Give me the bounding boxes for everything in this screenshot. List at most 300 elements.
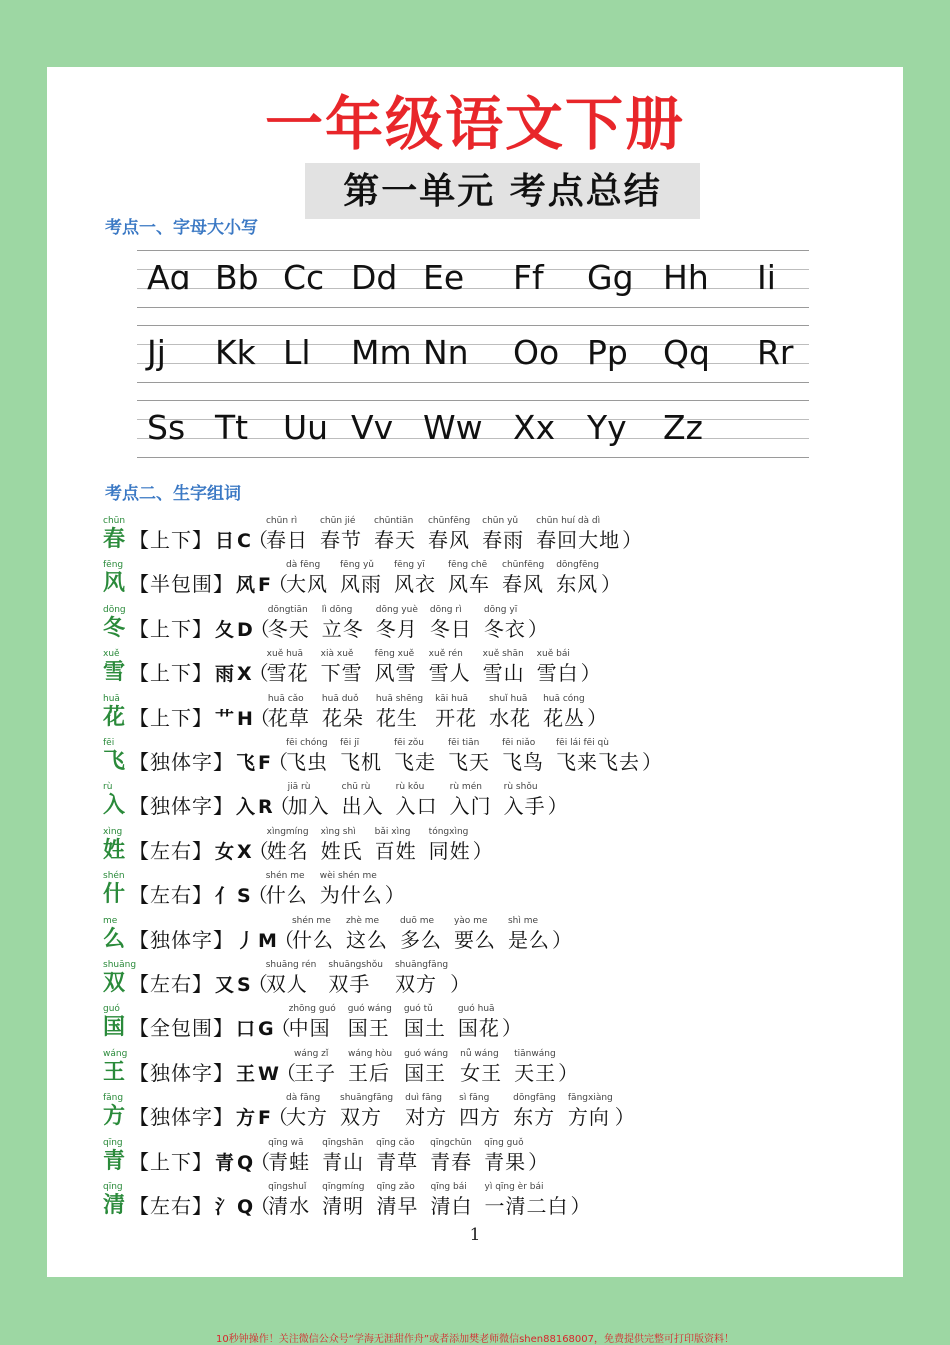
letter-pair: Mm [351,333,412,372]
word-hanzi: 风雪 [374,661,417,686]
structure-label: 【独体字】 [129,1105,234,1130]
vocab-character: 方 [103,1104,126,1130]
vocab-word [376,605,418,642]
word-hanzi: 什么 [291,927,334,952]
vocab-word [294,1049,336,1086]
word-pinyin: guó wáng [404,1048,449,1059]
word-hanzi: 飞虫 [286,750,328,774]
paren-close: ） [472,838,494,863]
word-pinyin: shuāngshǒu [328,960,383,970]
structure-label: 【上下】 [129,661,213,686]
char-pinyin: shuāng [103,960,137,970]
section-heading-alphabet: 考点一、字母大小写 [105,218,258,238]
word-pinyin: qīngmíng [322,1182,365,1192]
vocab-word [268,1182,310,1219]
word-hanzi: 中国 [288,1016,331,1041]
word-hanzi: 飞机 [340,750,382,774]
word-pinyin: rù mén [449,782,482,793]
radical: 口 [236,1018,257,1041]
word-pinyin: wáng zǐ [293,1048,329,1059]
structure-label: 【上下】 [129,705,213,730]
radical: 入 [236,796,257,819]
vocab-word [484,1138,526,1175]
letter-pair: Gg [587,258,634,297]
char-pinyin: fāng [103,1093,124,1104]
word-hanzi: 春回大地 [536,528,621,552]
word-hanzi: 多么 [399,927,442,952]
paren-open: （ [249,616,271,641]
word-pinyin: duō me [399,915,435,926]
structure-label: 【左右】 [129,972,213,996]
vocab-character: 清 [103,1193,126,1218]
word-pinyin: tiānwáng [514,1048,556,1059]
char-pinyin: shén [103,871,125,882]
initial-letter: Q [237,1196,255,1218]
word-pinyin: qīng bái [430,1182,467,1192]
word-pinyin: qīngshuǐ [268,1182,307,1192]
word-pinyin: fēng yī [394,560,425,571]
initial-letter: S [237,974,252,996]
char-pinyin: wáng [103,1048,128,1059]
vocab-character: 飞 [103,749,126,774]
radical: 青 [215,1151,236,1174]
word-hanzi: 王后 [347,1060,390,1085]
char-pinyin: dōng [103,604,126,615]
vocab-word [508,916,550,953]
vocab-word [484,605,526,642]
radical: 丿 [236,929,257,952]
word-hanzi: 雪白 [536,661,579,686]
word-pinyin: chūnfēng [427,516,471,526]
page-number: 1 [469,1225,481,1245]
vocab-word [394,738,436,775]
word-pinyin: chūn yǔ [482,516,519,526]
word-hanzi: 风衣 [394,572,436,597]
paren-close: ） [450,972,472,996]
initial-letter: S [237,885,252,908]
letter-pair: Ww [423,408,483,447]
word-pinyin: qīngshān [322,1137,364,1148]
word-pinyin: shén me [291,915,331,926]
word-hanzi: 雪人 [428,661,471,686]
word-hanzi: 春雨 [482,528,525,552]
word-pinyin: xià xuě [320,649,354,660]
word-pinyin: chūn jié [319,516,356,526]
word-pinyin: fēng yǔ [340,560,375,571]
vocab-word [431,1182,473,1219]
vocab-word [348,1004,392,1041]
vocab-word [514,1049,556,1086]
vocab-word [292,916,334,953]
structure-label: 【独体字】 [129,927,234,952]
word-hanzi: 下雪 [320,661,363,686]
letter-pair: Xx [513,408,556,447]
word-hanzi: 国王 [347,1016,390,1041]
vocab-word [537,649,579,686]
paren-open: （ [248,838,270,863]
structure-label: 【上下】 [129,616,213,641]
word-hanzi: 青草 [376,1149,419,1174]
word-hanzi: 开花 [435,705,478,730]
vocab-word [400,916,442,953]
word-hanzi: 立冬 [321,616,364,641]
letter-pair: Uu [283,408,329,447]
paren-open: （ [268,750,289,774]
word-hanzi: 要么 [453,927,496,952]
radical: 艹 [215,707,236,730]
paren-close: ） [551,927,573,952]
char-structure [129,616,254,643]
word-hanzi: 春节 [319,528,362,552]
vocab-word [404,1049,448,1086]
vocab-word [266,516,308,553]
word-pinyin: fēng xuě [374,649,415,660]
char-structure [129,705,254,732]
word-pinyin: shuāng rén [265,960,317,970]
word-hanzi: 天王 [514,1060,557,1085]
radical: 氵 [215,1196,236,1218]
vocab-word [504,782,546,819]
vocab-character: 双 [103,971,126,996]
vocab-word [430,605,472,642]
vocab-word [321,827,363,864]
word-hanzi: 花朵 [321,705,364,730]
word-pinyin: chūn rì [265,516,298,526]
word-pinyin: fēi chóng [286,738,328,748]
footer-note: 10秒钟操作！关注微信公众号“学海无涯甜作舟”或者添加樊老师微信shen88168007，免费提供完整可打印版资料！ [215,1334,735,1345]
vocab-word [376,694,423,731]
paren-open: （ [247,883,269,908]
paren-close: ） [642,750,663,774]
word-hanzi: 青山 [322,1149,365,1174]
alphabet-row-3 [137,400,809,458]
word-pinyin: bǎi xìng [374,826,411,837]
word-pinyin: shuāngfāng [394,960,449,970]
letter-pair: Vv [351,408,394,447]
char-pinyin: qīng [103,1137,123,1148]
letter-pair: Ll [283,333,311,372]
vocab-word [428,516,470,553]
word-pinyin: chūntiān [373,516,414,526]
letter-pair: Ee [423,258,465,297]
char-structure [129,1193,254,1220]
word-pinyin: chū rù [341,782,371,793]
letter-pair: Zz [663,408,703,447]
vocab-word [286,1093,328,1130]
word-pinyin: yì qīng èr bái [484,1182,544,1192]
letter-pair: Yy [587,408,627,447]
word-hanzi: 春日 [265,528,308,552]
word-hanzi: 对方 [405,1105,448,1130]
word-pinyin: kāi huā [435,693,469,704]
paren-close: ） [528,1149,550,1174]
word-hanzi: 国王 [404,1060,447,1085]
alphabet-row-2 [137,325,809,383]
letter-pair: Oo [513,333,560,372]
letter-pair: Kk [215,333,256,372]
paren-open: （ [273,927,295,952]
vocab-word [268,605,310,642]
word-pinyin: xìng shì [320,826,356,837]
vocab-word [322,1182,364,1219]
paren-open: （ [268,1105,289,1130]
radical: 女 [215,840,236,863]
word-pinyin: huā cóng [543,693,585,704]
radical: 日 [215,530,236,552]
word-hanzi: 花丛 [543,705,586,730]
vocab-word [322,1138,364,1175]
vocab-word [348,1049,392,1086]
word-hanzi: 双方 [394,972,437,996]
word-hanzi: 冬衣 [483,616,526,641]
letter-pair: Hh [663,258,709,297]
char-structure [129,1149,254,1176]
letter-pair: Qq [663,333,710,372]
paren-open: （ [247,972,269,996]
word-hanzi: 方向 [567,1105,610,1130]
word-pinyin: dōngfāng [513,1093,556,1104]
word-pinyin: fēi jī [340,738,360,748]
paren-open: （ [275,1060,297,1085]
word-hanzi: 春天 [373,528,416,552]
paren-close: ） [614,1105,636,1130]
word-pinyin: zhōng guó [288,1004,336,1015]
word-hanzi: 雪花 [266,661,309,686]
word-pinyin: rù kǒu [395,782,425,793]
paren-close: ） [558,1060,580,1085]
word-pinyin: xìngmíng [266,826,309,837]
radical: 方 [236,1107,257,1130]
word-pinyin: fēng chē [448,560,488,571]
initial-letter: W [258,1062,280,1085]
letter-pair: Nn [423,333,469,372]
word-hanzi: 什么 [265,883,308,908]
vocab-word [483,649,525,686]
word-hanzi: 一清二白 [484,1194,569,1218]
structure-label: 【全包围】 [129,1016,234,1041]
vocab-word [346,916,388,953]
vocab-word [536,516,620,553]
vocab-word [322,605,364,642]
structure-label: 【半包围】 [129,572,234,597]
structure-label: 【上下】 [129,1149,213,1174]
radical: 风 [236,574,257,597]
vocab-character: 什 [103,882,126,908]
word-hanzi: 飞天 [448,750,490,774]
word-hanzi: 清白 [430,1194,473,1218]
vocab-word [375,649,417,686]
word-hanzi: 双手 [328,972,371,996]
page-title: 一年级语文下册 [264,90,685,158]
vocab-word [396,782,438,819]
char-pinyin: huā [103,693,120,704]
word-pinyin: xuě huā [266,649,304,660]
paren-close: ） [587,705,609,730]
word-pinyin: huā duǒ [321,693,359,704]
initial-letter: F [258,1107,272,1130]
word-pinyin: qīng cǎo [376,1137,415,1148]
vocab-character: 姓 [103,837,126,863]
radical: 王 [236,1062,257,1085]
word-hanzi: 清水 [268,1194,311,1218]
vocab-word [459,1093,501,1130]
vocab-character: 么 [103,926,126,952]
vocab-word [430,1138,472,1175]
vocab-character: 花 [103,704,126,730]
vocab-word [485,1182,569,1219]
word-hanzi: 飞鸟 [502,750,544,774]
structure-label: 【上下】 [129,528,213,552]
letter-pair: Ff [513,258,544,297]
vocab-character: 入 [103,793,126,819]
vocab-word [342,782,384,819]
vocab-character: 国 [103,1015,126,1041]
word-hanzi: 国土 [403,1016,446,1041]
word-hanzi: 这么 [345,927,388,952]
word-hanzi: 姓名 [266,838,309,863]
vocab-word [340,738,382,775]
alphabet-row-1 [137,250,809,308]
word-pinyin: shén me [265,871,305,882]
paren-close: ） [501,1016,523,1041]
word-pinyin: jiā rù [287,782,311,793]
vocab-word [513,1093,556,1130]
paren-close: ） [527,616,549,641]
char-structure [129,749,272,776]
word-pinyin: dōngfēng [556,560,599,571]
vocab-word [404,1004,446,1041]
structure-label: 【左右】 [129,883,213,908]
char-structure [129,660,253,687]
vocab-word [340,1093,393,1130]
vocab-word [321,649,363,686]
word-hanzi: 入手 [503,794,546,819]
char-pinyin: rù [103,782,113,793]
vocab-word [340,560,382,597]
vocab-character: 青 [103,1148,126,1174]
section-heading-vocabulary: 考点二、生字组词 [105,484,241,504]
word-hanzi: 国花 [457,1016,500,1041]
word-hanzi: 春风 [502,572,544,597]
word-hanzi: 水花 [489,705,532,730]
char-structure [129,882,252,909]
word-pinyin: xuě shān [482,649,524,660]
radical: 亻 [215,885,236,908]
paren-open: （ [248,661,270,686]
vocab-word [448,560,490,597]
structure-label: 【独体字】 [129,1060,234,1085]
vocab-word [375,827,417,864]
initial-letter: F [258,752,272,774]
word-pinyin: sì fāng [459,1093,490,1104]
vocab-word [543,694,585,731]
vocab-word [374,516,416,553]
initial-letter: X [237,840,253,863]
letter-pair: Ii [757,258,776,297]
word-hanzi: 冬日 [429,616,472,641]
word-hanzi: 双人 [265,972,308,996]
vocab-word [502,560,544,597]
word-hanzi: 飞来飞去 [556,750,640,774]
initial-letter: F [258,574,272,597]
word-hanzi: 冬天 [267,616,310,641]
initial-letter: Q [237,1151,255,1174]
word-pinyin: guó wáng [347,1004,392,1015]
vocab-word [454,916,496,953]
letter-pair: Ss [147,408,186,447]
word-hanzi: 飞走 [394,750,436,774]
char-pinyin: guó [103,1004,120,1015]
vocab-character: 风 [103,571,126,597]
vocab-word [556,560,599,597]
paren-close: ） [580,661,602,686]
word-pinyin: wèi shén me [319,871,377,882]
word-pinyin: xuě rén [428,649,463,660]
word-hanzi: 花生 [375,705,418,730]
word-pinyin: dōngtiān [267,604,308,615]
vocab-word [286,560,328,597]
word-hanzi: 入门 [449,794,492,819]
word-pinyin: zhè me [345,915,380,926]
vocab-word [395,960,448,997]
word-pinyin: guó huā [457,1004,495,1015]
word-hanzi: 女王 [460,1060,503,1085]
vocab-word [460,1049,502,1086]
word-pinyin: shuāngfāng [340,1093,394,1104]
paren-open: （ [268,572,289,597]
word-hanzi: 青果 [484,1149,527,1174]
vocab-word [328,960,383,997]
word-hanzi: 春风 [427,528,470,552]
vocab-word [322,694,364,731]
char-structure [129,838,253,865]
word-pinyin: shì me [507,915,538,926]
word-pinyin: wáng hòu [347,1048,393,1059]
vocab-word [429,827,471,864]
char-structure [129,971,252,998]
word-pinyin: dōng rì [429,604,462,615]
paren-open: （ [270,1016,292,1041]
char-structure [129,927,278,954]
word-hanzi: 青蛙 [268,1149,311,1174]
word-pinyin: shuǐ huā [489,693,528,704]
vocab-word [556,738,640,775]
word-pinyin: guó tǔ [403,1004,433,1015]
vocab-word [288,782,330,819]
paren-close: ） [570,1194,592,1218]
word-pinyin: dōng yuè [375,604,418,615]
word-hanzi: 加入 [287,794,330,819]
char-structure [129,793,274,820]
structure-label: 【左右】 [129,1194,213,1218]
word-pinyin: fāngxiàng [567,1093,613,1104]
vocab-word [405,1093,447,1130]
word-pinyin: fēi lái fēi qù [556,738,609,748]
word-hanzi: 冬月 [375,616,418,641]
letter-pair: Dd [351,258,398,297]
vocab-word [568,1093,613,1130]
initial-letter: C [237,530,252,552]
word-pinyin: qīngchūn [430,1137,472,1148]
radical: 飞 [236,752,257,774]
vocab-word [320,871,383,908]
letter-pair: Tt [215,408,249,447]
paren-open: （ [249,705,271,730]
char-structure [129,571,272,598]
word-hanzi: 雪山 [482,661,525,686]
vocab-word [450,782,492,819]
vocab-character: 冬 [103,615,126,641]
